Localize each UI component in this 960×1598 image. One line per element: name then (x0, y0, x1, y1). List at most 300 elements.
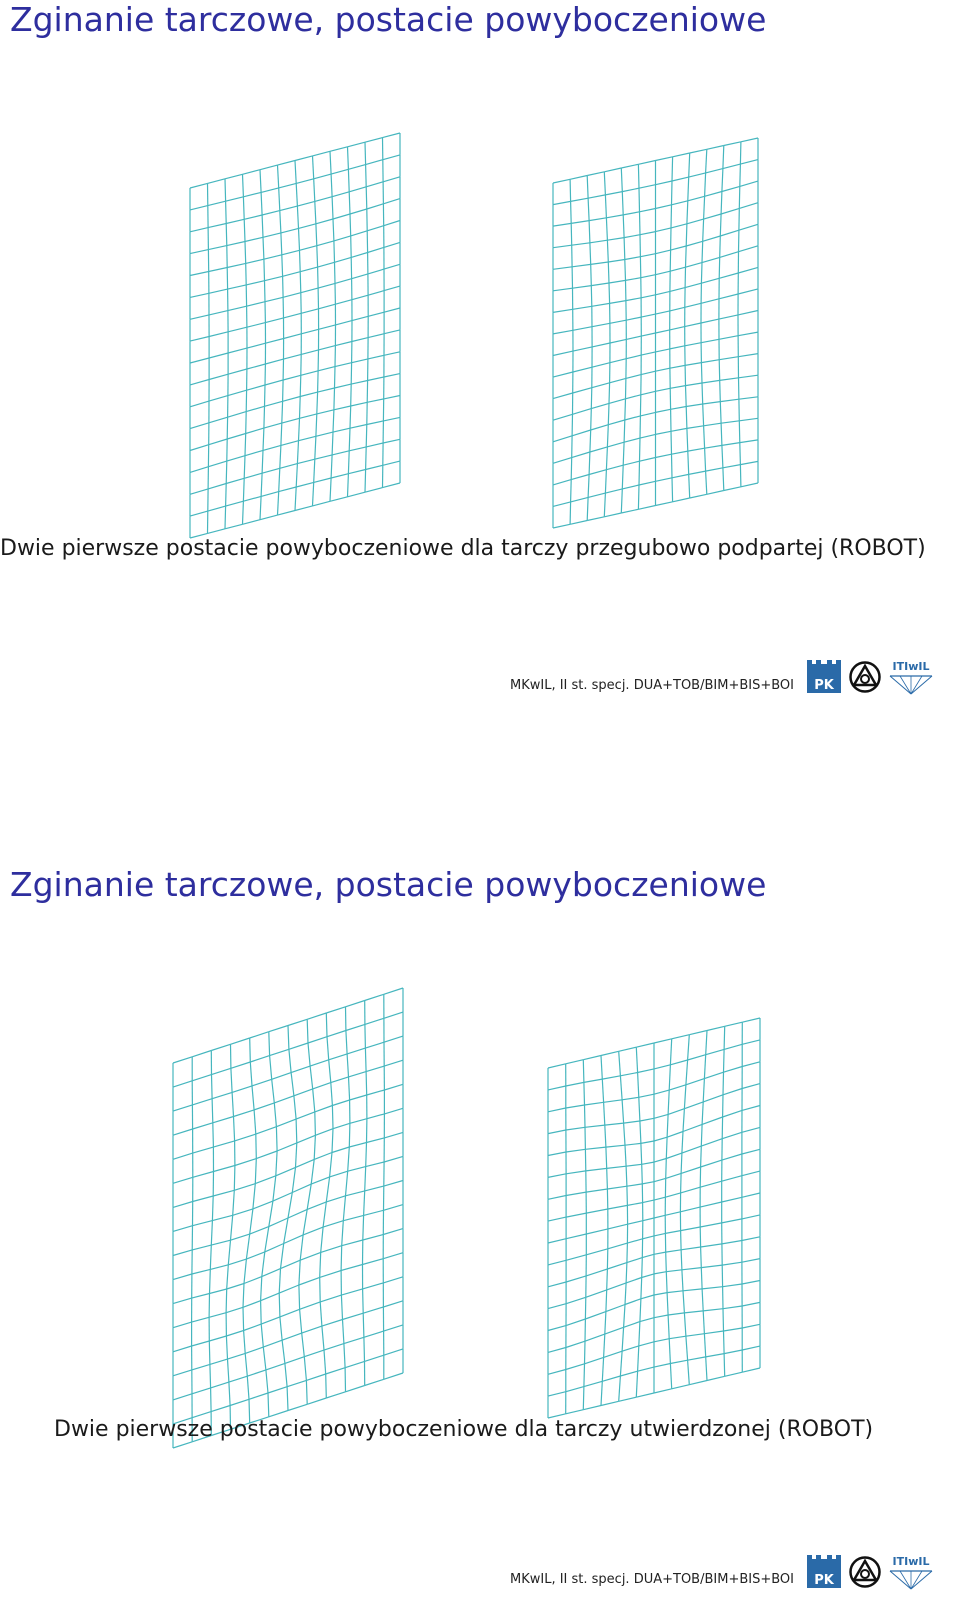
mesh-edge (243, 496, 261, 501)
mesh-edge (318, 283, 335, 288)
mesh-edge (626, 1164, 642, 1166)
mesh-edge (684, 1085, 686, 1109)
mesh-edge (383, 461, 400, 465)
mesh-edge (656, 478, 673, 482)
mesh-edge (742, 1062, 760, 1067)
mesh-edge (626, 355, 641, 359)
mesh-edge (213, 1190, 234, 1196)
mesh-edge (262, 1252, 265, 1277)
mesh-edge (247, 343, 266, 348)
mesh-edge (235, 1134, 256, 1141)
mesh-edge (680, 1207, 700, 1212)
mesh-edge (384, 1325, 403, 1331)
mesh-edge (553, 524, 570, 528)
mesh-edge (383, 439, 400, 443)
mesh-edge (583, 1060, 584, 1083)
mesh-edge (548, 1130, 566, 1134)
mesh-edge (346, 1024, 365, 1030)
mesh-edge (573, 327, 592, 331)
mesh-edge (209, 289, 228, 293)
mesh-edge (742, 1281, 760, 1285)
mesh-edge (573, 388, 592, 393)
mesh-edge (190, 315, 209, 319)
mesh-edge (213, 1117, 234, 1123)
mesh-edge (193, 1147, 214, 1153)
mesh-edge (566, 1149, 585, 1152)
mesh-edge (670, 1039, 671, 1065)
mesh-edge (566, 1341, 585, 1347)
mesh-edge (352, 316, 368, 320)
mesh-edge (341, 1289, 362, 1295)
mesh-edge (668, 1090, 669, 1114)
mesh-edge (351, 381, 367, 385)
mesh-edge (553, 458, 572, 464)
mesh-edge (209, 1341, 210, 1364)
mesh-edge (300, 267, 317, 272)
mesh-edge (643, 1236, 654, 1239)
mesh-edge (249, 1393, 268, 1399)
mesh-edge (268, 1387, 287, 1393)
mesh-edge (265, 276, 283, 280)
mesh-edge (682, 1132, 683, 1154)
mesh-edge (643, 1200, 654, 1203)
mesh-edge (276, 1119, 296, 1127)
mesh-edge (688, 1357, 706, 1360)
mesh-edge (605, 195, 606, 218)
mesh-edge (190, 250, 208, 254)
mesh-edge (253, 1184, 255, 1209)
mesh-edge (272, 1073, 291, 1080)
mesh-edge (566, 1276, 586, 1282)
mesh-edge (681, 1167, 701, 1173)
mesh-edge (329, 1054, 347, 1060)
mesh-edge (190, 206, 208, 210)
mesh-edge (570, 521, 587, 525)
mesh-edge (604, 1334, 605, 1357)
mesh-edge (606, 1147, 607, 1168)
mesh-edge (288, 1019, 307, 1025)
mesh-edge (688, 1035, 690, 1060)
mesh-edge (246, 428, 264, 433)
mesh-edge (210, 1265, 228, 1270)
mesh-edge (640, 254, 655, 257)
buckling-mode-1-mesh (180, 125, 410, 490)
mesh-edge (190, 183, 208, 188)
mesh-edge (605, 192, 622, 195)
mesh-edge (702, 380, 720, 383)
mesh-edge (627, 1239, 642, 1243)
mesh-edge (363, 1259, 384, 1265)
mesh-edge (333, 1123, 350, 1128)
mesh-edge (300, 1235, 303, 1260)
mesh-edge (742, 1106, 760, 1111)
mesh-edge (322, 1326, 324, 1350)
mesh-edge (701, 299, 719, 304)
mesh-edge (682, 1268, 701, 1270)
mesh-edge (723, 1284, 742, 1287)
mesh-edge (346, 1171, 348, 1196)
mesh-edge (279, 188, 280, 211)
mesh-edge (284, 334, 302, 339)
mesh-edge (343, 1320, 344, 1344)
mesh-edge (288, 1209, 307, 1218)
mesh-edge (208, 484, 226, 489)
mesh-edge (334, 406, 351, 410)
mesh-edge (344, 1344, 345, 1368)
mesh-edge (173, 1153, 193, 1159)
mesh-edge (335, 342, 352, 346)
mesh-edge (384, 1373, 403, 1379)
buckling-mode-2-mesh (545, 130, 770, 490)
mesh-edge (586, 1249, 608, 1255)
mesh-edge (702, 1102, 703, 1125)
mesh-edge (295, 161, 296, 184)
mesh-edge (350, 425, 367, 429)
mesh-edge (384, 1084, 403, 1090)
mesh-edge (740, 164, 741, 186)
mesh-edge (553, 436, 572, 442)
mesh-edge (724, 1026, 725, 1049)
mesh-edge (571, 497, 589, 502)
mesh-edge (254, 1103, 274, 1110)
mesh-edge (313, 156, 314, 179)
mesh-edge (319, 346, 336, 350)
mesh-edge (742, 1149, 760, 1154)
mesh-edge (589, 218, 606, 221)
mesh-edge (301, 309, 318, 314)
mesh-edge (566, 1387, 584, 1392)
mesh-edge (641, 295, 655, 298)
mesh-edge (587, 172, 604, 176)
mesh-edge (626, 1278, 642, 1283)
mesh-edge (332, 432, 333, 455)
mesh-edge (264, 406, 265, 428)
mesh-edge (700, 1181, 722, 1187)
mesh-edge (672, 474, 689, 477)
mesh-edge (190, 511, 208, 516)
mesh-edge (624, 1322, 640, 1328)
mesh-edge (365, 142, 366, 164)
mesh-edge (316, 219, 333, 224)
mesh-edge (299, 1285, 300, 1309)
mesh-edge (246, 412, 247, 434)
mesh-edge (688, 177, 689, 201)
mesh-edge (602, 1076, 620, 1079)
mesh-edge (291, 1066, 310, 1073)
mesh-edge (383, 1277, 403, 1283)
mesh-edge (739, 397, 758, 399)
mesh-edge (621, 164, 638, 168)
mesh-edge (300, 414, 317, 418)
mesh-edge (641, 352, 655, 355)
mesh-edge (234, 1184, 255, 1191)
mesh-edge (591, 409, 592, 430)
mesh-edge (317, 246, 318, 267)
mesh-edge (270, 1056, 272, 1080)
mesh-edge (548, 1217, 566, 1221)
mesh-edge (688, 448, 705, 451)
mesh-edge (231, 1234, 250, 1240)
mesh-edge (684, 1311, 703, 1313)
mesh-edge (228, 306, 247, 310)
mesh-edge (719, 336, 738, 340)
mesh-edge (673, 498, 690, 502)
mesh-edge (320, 1302, 322, 1326)
mesh-edge (606, 1290, 607, 1312)
mesh-edge (331, 169, 348, 174)
mesh-edge (276, 1151, 277, 1176)
mesh-edge (620, 1076, 622, 1100)
mesh-edge (226, 1307, 243, 1312)
mesh-edge (641, 275, 656, 278)
mesh-edge (324, 1350, 326, 1374)
mesh-edge (313, 1083, 331, 1089)
mesh-edge (671, 407, 687, 410)
mesh-edge (622, 188, 639, 191)
mesh-edge (639, 1097, 640, 1121)
mesh-edge (722, 1154, 742, 1160)
mesh-edge (299, 1260, 300, 1285)
mesh-edge (706, 1049, 724, 1054)
mesh-edge (210, 1289, 227, 1294)
mesh-edge (265, 1244, 284, 1252)
mesh-edge (209, 311, 228, 315)
mesh-edge (350, 1119, 367, 1124)
mesh-edge (301, 329, 318, 334)
mesh-edge (624, 1121, 640, 1123)
mesh-edge (719, 315, 738, 319)
mesh-edge (307, 1013, 326, 1019)
mesh-edge (703, 1095, 723, 1102)
mesh-edge (283, 272, 301, 277)
mesh-edge (272, 1079, 275, 1103)
mesh-edge (234, 1166, 235, 1191)
mesh-edge (228, 412, 247, 418)
mesh-edge (335, 279, 352, 284)
mesh-edge (590, 430, 591, 452)
mesh-edge (365, 1379, 384, 1385)
mesh-edge (368, 247, 384, 252)
mesh-edge (605, 1123, 624, 1125)
mesh-edge (228, 1353, 246, 1359)
mesh-edge (626, 336, 641, 339)
mesh-edge (368, 269, 384, 274)
mesh-edge (366, 447, 367, 470)
mesh-edge (639, 1342, 654, 1346)
mesh-edge (672, 478, 673, 502)
mesh-edge (586, 1209, 608, 1213)
mesh-edge (606, 218, 607, 240)
mesh-edge (384, 242, 400, 247)
mesh-edge (702, 241, 703, 262)
mesh-edge (193, 1123, 213, 1129)
mesh-edge (740, 443, 741, 465)
mesh-edge (384, 1060, 403, 1066)
mesh-edge (705, 448, 706, 471)
mesh-edge (640, 434, 656, 438)
mesh-edge (566, 1234, 586, 1239)
mesh-edge (724, 1331, 725, 1354)
slide-title: Zginanie tarczowe, postacie powyboczeniowe (10, 0, 767, 39)
mesh-edge (548, 1064, 566, 1068)
mesh-edge (566, 1082, 584, 1086)
mesh-edge (212, 1075, 213, 1099)
mesh-edge (243, 1301, 261, 1308)
mesh-edge (656, 205, 672, 209)
mesh-edge (252, 1079, 272, 1086)
mesh-edge (326, 1177, 329, 1202)
figure-caption: Dwie pierwsze postacie powyboczeniowe dla tarczy utwierdzonej (ROBOT) (54, 1417, 874, 1442)
mesh-edge (265, 318, 283, 323)
mesh-edge (366, 1066, 384, 1072)
mesh-edge (210, 1245, 211, 1269)
mesh-edge (672, 451, 688, 454)
mesh-edge (287, 1387, 288, 1411)
mesh-edge (266, 1370, 268, 1393)
mesh-edge (351, 236, 352, 258)
mesh-edge (628, 1221, 643, 1225)
mesh-edge (720, 378, 739, 381)
mesh-edge (604, 1100, 623, 1103)
mesh-edge (701, 363, 702, 383)
mesh-edge (244, 1324, 262, 1330)
mesh-edge (642, 1182, 654, 1184)
mesh-edge (368, 334, 384, 338)
mesh-edge (285, 1363, 287, 1386)
mesh-edge (244, 215, 262, 219)
mesh-edge (624, 420, 625, 442)
mesh-edge (227, 242, 245, 246)
mesh-edge (348, 169, 349, 192)
mesh-edge (226, 501, 244, 506)
mesh-edge (706, 169, 723, 173)
mesh-edge (707, 1376, 725, 1380)
mesh-edge (281, 1244, 284, 1269)
mesh-edge (263, 428, 264, 450)
mesh-edge (738, 267, 758, 273)
mesh-edge (640, 438, 641, 461)
mesh-edge (318, 371, 319, 392)
mesh-edge (666, 1173, 681, 1178)
mesh-edge (279, 1269, 280, 1294)
mesh-edge (276, 1127, 277, 1151)
mesh-edge (288, 1026, 289, 1050)
mesh-edge (619, 1051, 621, 1076)
mesh-edge (228, 369, 247, 374)
mesh-edge (297, 206, 298, 228)
mesh-edge (365, 1355, 384, 1361)
mesh-edge (654, 1197, 665, 1200)
mesh-edge (307, 1184, 311, 1209)
mesh-edge (384, 1181, 403, 1187)
mesh-edge (263, 1340, 282, 1347)
mesh-edge (335, 300, 352, 305)
mesh-edge (640, 458, 656, 462)
mesh-edge (642, 1254, 654, 1257)
mesh-edge (228, 327, 247, 332)
mesh-edge (308, 1037, 327, 1043)
mesh-edge (742, 1171, 760, 1176)
mesh-edge (284, 1218, 288, 1244)
mesh-edge (610, 359, 626, 363)
mesh-edge (591, 264, 592, 285)
mesh-edge (384, 1012, 403, 1018)
mesh-edge (640, 232, 656, 235)
mesh-edge (366, 1162, 384, 1167)
mesh-edge (722, 1219, 742, 1223)
mesh-edge (624, 235, 640, 238)
mesh-edge (665, 1231, 680, 1234)
mesh-edge (719, 360, 720, 381)
mesh-edge (654, 1039, 672, 1043)
mesh-edge (296, 1143, 297, 1168)
mesh-edge (584, 1079, 602, 1082)
mesh-edge (586, 1229, 608, 1234)
mesh-edge (307, 1202, 326, 1210)
mesh-edge (656, 181, 673, 185)
mesh-edge (335, 262, 336, 283)
mesh-edge (702, 1117, 723, 1124)
mesh-edge (300, 1252, 321, 1260)
mesh-edge (639, 1322, 640, 1346)
mesh-edge (625, 399, 626, 420)
mesh-edge (722, 1176, 742, 1182)
mesh-edge (742, 1237, 760, 1241)
mesh-edge (227, 1284, 244, 1290)
mesh-edge (331, 174, 332, 197)
mesh-edge (364, 1210, 384, 1215)
mesh-edge (227, 1265, 229, 1289)
mesh-edge (285, 1357, 304, 1364)
mesh-edge (227, 434, 246, 440)
mesh-edge (724, 1044, 742, 1049)
mesh-edge (627, 1243, 628, 1263)
mesh-edge (609, 283, 610, 303)
mesh-edge (706, 468, 723, 471)
mesh-edge (243, 197, 244, 220)
mesh-edge (640, 1118, 654, 1121)
mesh-edge (700, 1202, 722, 1207)
mesh-edge (681, 1173, 682, 1193)
mesh-edge (723, 1089, 742, 1095)
mesh-edge (548, 1260, 566, 1265)
mesh-edge (589, 470, 606, 475)
mesh-edge (681, 1250, 682, 1270)
mesh-edge (685, 303, 701, 307)
mesh-edge (331, 1077, 349, 1083)
mesh-edge (209, 439, 228, 445)
mesh-edge (315, 1129, 333, 1136)
mesh-edge (346, 1386, 365, 1392)
mesh-edge (190, 380, 209, 385)
mesh-edge (571, 201, 572, 223)
mesh-edge (627, 1186, 628, 1205)
mesh-edge (607, 1263, 627, 1269)
mesh-edge (585, 1312, 606, 1319)
mesh-edge (685, 343, 701, 346)
mesh-edge (302, 1333, 305, 1357)
mesh-edge (367, 421, 384, 425)
mesh-edge (641, 1143, 642, 1164)
mesh-edge (343, 1313, 364, 1319)
mesh-edge (705, 173, 706, 196)
mesh-edge (228, 1240, 230, 1265)
mesh-edge (296, 1159, 315, 1167)
mesh-edge (724, 487, 741, 491)
mesh-edge (311, 1177, 329, 1184)
mesh-edge (283, 397, 301, 402)
mesh-edge (583, 1056, 601, 1060)
